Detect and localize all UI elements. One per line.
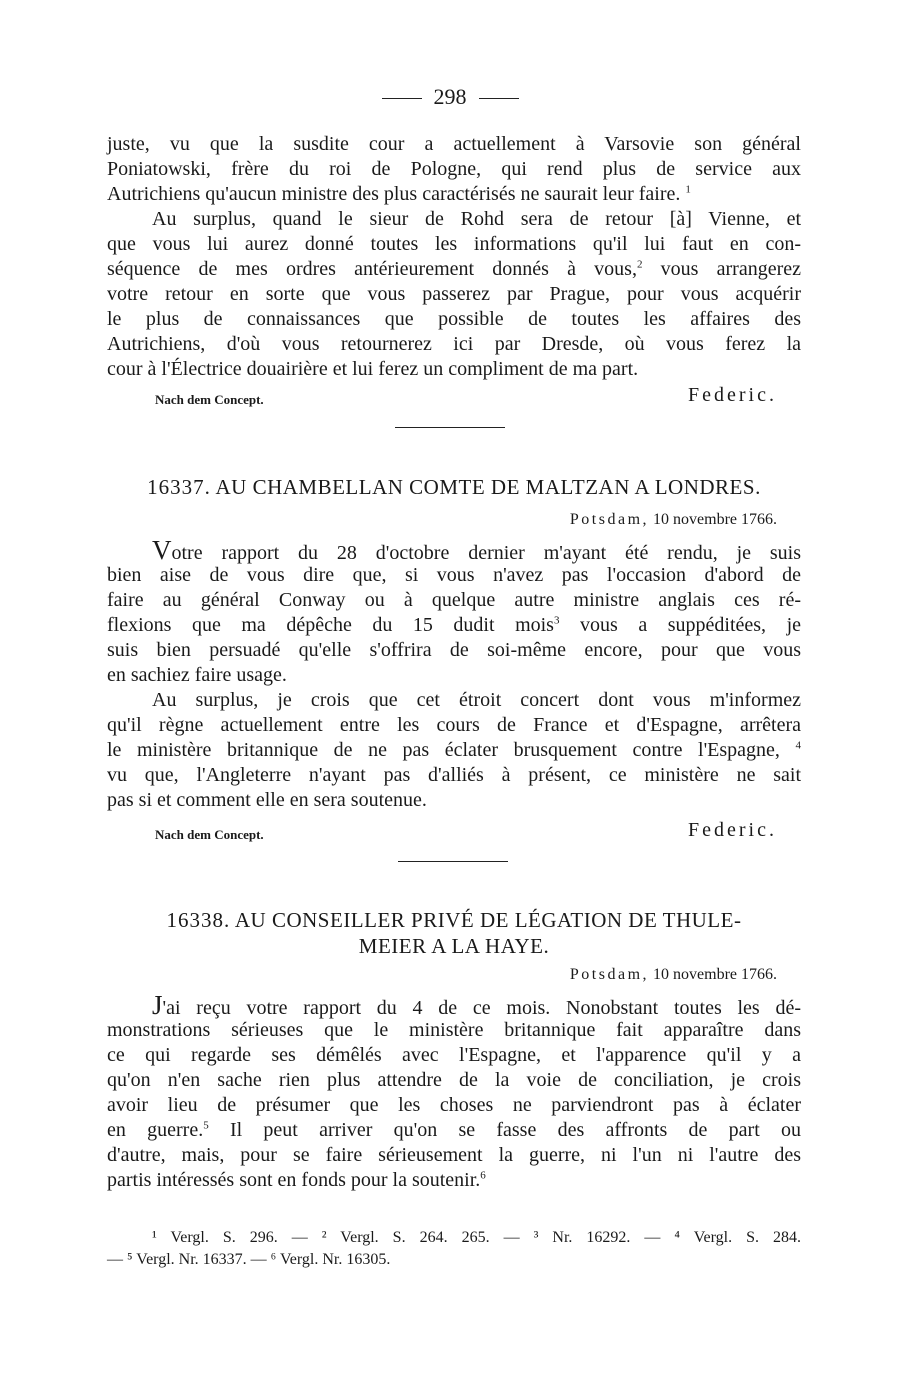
text-line: vu que, l'Angleterre n'ayant pas d'alliés à présent, ce ministère ne sait — [107, 764, 801, 786]
dateline: Potsdam, 10 novembre 1766. — [569, 966, 777, 983]
letter-number: 16338. — [166, 908, 231, 932]
text-line: partis intéressés sont en fonds pour la soutenir.$^6$ — [107, 1169, 486, 1191]
letter-heading — [107, 907, 801, 933]
running-head — [0, 84, 900, 110]
text-line: monstrations sérieuses que le ministère britannique fait apparaître dans — [107, 1019, 801, 1041]
text-line: pas si et comment elle en sera soutenue. — [107, 789, 427, 811]
footnote-ref: 6 — [480, 1169, 486, 1182]
text-line: bien aise de vous dire que, si vous n'avez pas l'occasion d'abord de — [107, 564, 801, 586]
letter-title: AU CONSEILLER PRIVÉ DE LÉGATION DE THULE- — [234, 908, 742, 932]
text-line: qu'on n'en sache rien plus attendre de la voie de conciliation, je crois — [107, 1069, 801, 1091]
footnote-ref: 3 — [553, 614, 560, 627]
letter-title: AU CHAMBELLAN COMTE DE MALTZAN A LONDRES. — [215, 475, 761, 499]
source-note: Nach dem Concept. — [155, 392, 264, 407]
text-line: ce qui regarde ses démêlés avec l'Espagne, et l'apparence qu'il y a — [107, 1044, 801, 1066]
drop-cap: V — [152, 535, 172, 565]
continuation-text — [107, 132, 801, 414]
text-line: le ministère britannique de ne pas éclater brusquement contre l'Espagne, $^4$ — [107, 739, 802, 761]
signature: Federic. — [688, 819, 777, 841]
footnote-ref: 2 — [636, 258, 643, 271]
footnote-line: — ⁵ Vergl. Nr. 16337. — ⁶ Vergl. Nr. 16305. — [107, 1251, 391, 1268]
text-line: cour à l'Électrice douairière et lui ferez un compliment de ma part. — [107, 358, 639, 380]
letter-16337 — [107, 474, 801, 849]
text-line: Votre rapport du 28 d'octobre dernier m'ayant été rendu, je suis — [152, 535, 801, 565]
footnote-line: ¹ Vergl. S. 296. — ² Vergl. S. 264. 265. — ³ Nr. 16292. — ⁴ Vergl. S. 284. — [152, 1229, 801, 1246]
text-line: en sachiez faire usage. — [107, 664, 287, 686]
text-line: Poniatowski, frère du roi de Pologne, qui rend plus de service aux — [107, 158, 801, 180]
text-line: en guerre.$^5$ Il peut arriver qu'on se fasse des affronts de part ou — [107, 1119, 802, 1141]
footnotes — [107, 1227, 801, 1271]
section-divider — [398, 861, 508, 862]
text-line: juste, vu que la susdite cour a actuellement à Varsovie son général — [107, 133, 801, 155]
signature-block — [107, 384, 801, 414]
letter-16338 — [107, 907, 801, 1193]
text-line: Au surplus, quand le sieur de Rohd sera de retour [à] Vienne, et — [152, 208, 801, 230]
text-line: qu'il règne actuellement entre les cours de France et d'Espagne, arrêtera — [107, 714, 801, 736]
text-line: que vous lui aurez donné toutes les informations qu'il lui faut en con- — [107, 233, 801, 255]
head-rule-right — [479, 98, 519, 99]
text-line: Autrichiens, d'où vous retournerez ici par Dresde, où vous ferez la — [107, 333, 801, 355]
text-line: avoir lieu de présumer que les choses ne parviendront pas à éclater — [107, 1094, 801, 1116]
head-rule-left — [382, 98, 422, 99]
letter-heading-cont: MEIER A LA HAYE. — [358, 934, 550, 958]
footnote-ref: 4 — [795, 739, 802, 752]
text-line: séquence de mes ordres antérieurement donnés à vous,$^2$ vous arrangerez — [107, 258, 802, 280]
section-divider — [395, 427, 505, 428]
page-number: 298 — [433, 84, 467, 109]
letter-number: 16337. — [147, 475, 211, 499]
text-line: flexions que ma dépêche du 15 dudit mois$^3$ vous a suppéditées, je — [107, 614, 802, 636]
text-line: J'ai reçu votre rapport du 4 de ce mois. Nonobstant toutes les dé- — [152, 990, 801, 1020]
text-line: suis bien persuadé qu'elle s'offrira de soi-même encore, pour que vous — [107, 639, 801, 661]
letter-heading — [107, 474, 801, 500]
drop-cap: J — [152, 990, 163, 1020]
text-line: votre retour en sorte que vous passerez par Prague, pour vous acquérir — [107, 283, 801, 305]
signature-block — [107, 819, 801, 849]
footnote-ref: 5 — [203, 1119, 209, 1132]
source-note: Nach dem Concept. — [155, 827, 264, 842]
text-line: d'autre, mais, pour se faire sérieusement la guerre, ni l'un ni l'autre des — [107, 1144, 801, 1166]
text-line: Au surplus, je crois que cet étroit concert dont vous m'informez — [152, 689, 801, 711]
dateline: Potsdam, 10 novembre 1766. — [569, 511, 777, 528]
text-line: faire au général Conway ou à quelque autre ministre anglais ces ré- — [107, 589, 801, 611]
text-line: Autrichiens qu'aucun ministre des plus caractérisés ne saurait leur faire. $^1$ — [107, 183, 691, 205]
footnote-ref: 1 — [685, 183, 691, 196]
signature: Federic. — [688, 384, 777, 406]
text-line: le plus de connaissances que possible de toutes les affaires des — [107, 308, 801, 330]
